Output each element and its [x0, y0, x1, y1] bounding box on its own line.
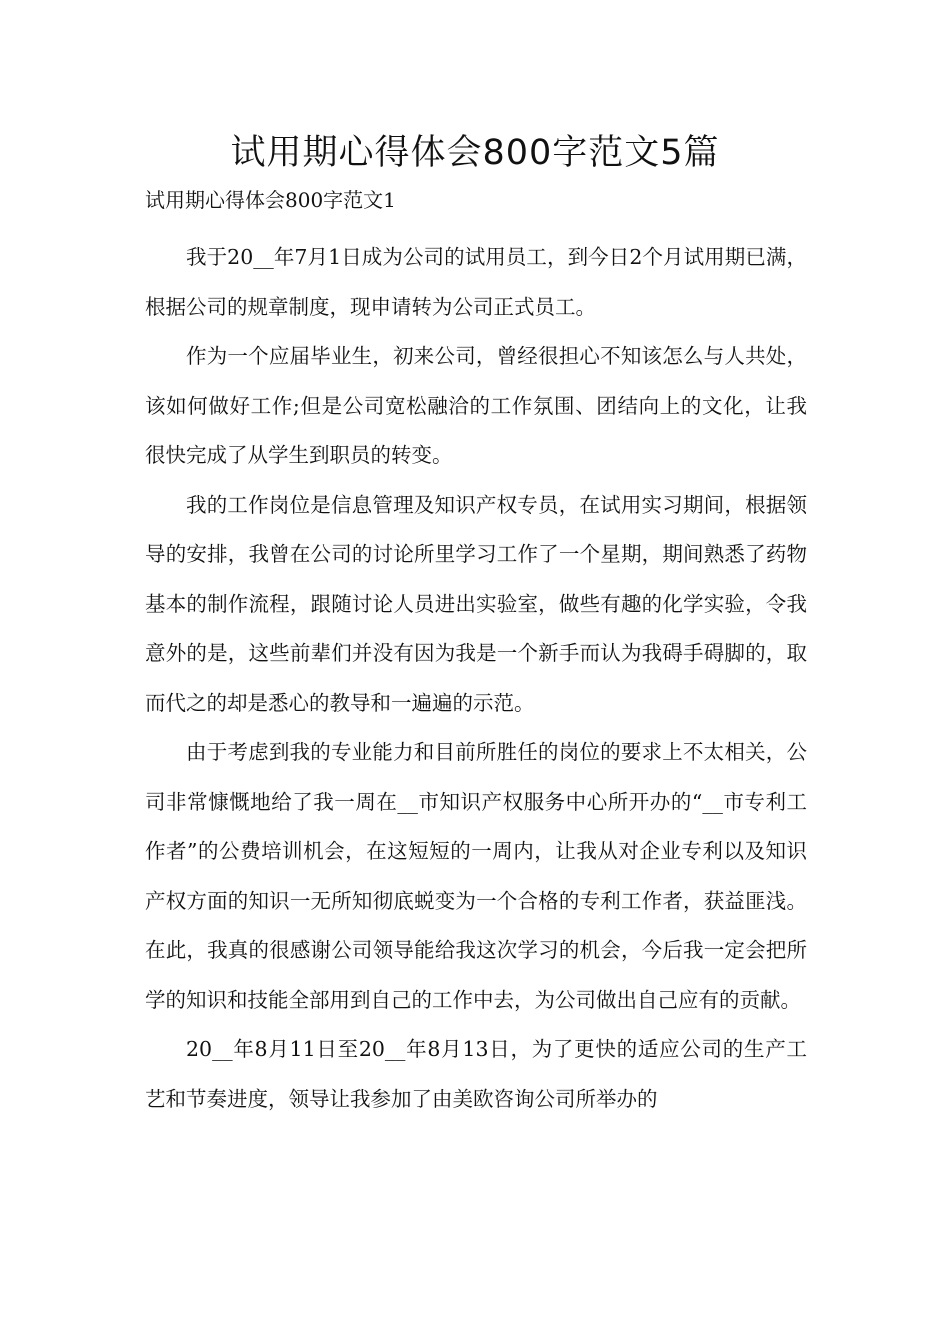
paragraph: 我于20__年7月1日成为公司的试用员工，到今日2个月试用期已满，根据公司的规章制度，现申请转为公司正式员工。	[145, 245, 807, 319]
paragraph: 由于考虑到我的专业能力和目前所胜任的岗位的要求上不太相关，公司非常慷慨地给了我一周在__市知识产权服务中心所开办的“__市专利工作者”的公费培训机会，在这短短的一周内，让我从对企业专利以及知识产权方面的知识一无所知彻底蜕变为一个合格的专利工作者，获益匪浅。在此，我真的很感谢公司领导能给我这次学习的机会，今后我一定会把所学的知识和技能全部用到自己的工作中去，为公司做出自己应有的贡献。	[145, 740, 807, 1012]
document-title: 试用期心得体会800字范文5篇	[230, 133, 720, 173]
paragraph: 我的工作岗位是信息管理及知识产权专员，在试用实习期间，根据领导的安排，我曾在公司的讨论所里学习工作了一个星期，期间熟悉了药物基本的制作流程，跟随讨论人员进出实验室，做些有趣的化学实验，令我意外的是，这些前辈们并没有因为我是一个新手而认为我碍手碍脚的，取而代之的却是悉心的教导和一遍遍的示范。	[145, 492, 807, 715]
document-body	[145, 233, 807, 1124]
paragraph: 作为一个应届毕业生，初来公司，曾经很担心不知该怎么与人共处，该如何做好工作;但是公司宽松融洽的工作氛围、团结向上的文化，让我很快完成了从学生到职员的转变。	[145, 344, 807, 467]
paragraph: 20__年8月11日至20__年8月13日，为了更快的适应公司的生产工艺和节奏进度，领导让我参加了由美欧咨询公司所举办的	[145, 1037, 807, 1111]
section-heading: 试用期心得体会800字范文1	[145, 188, 396, 212]
